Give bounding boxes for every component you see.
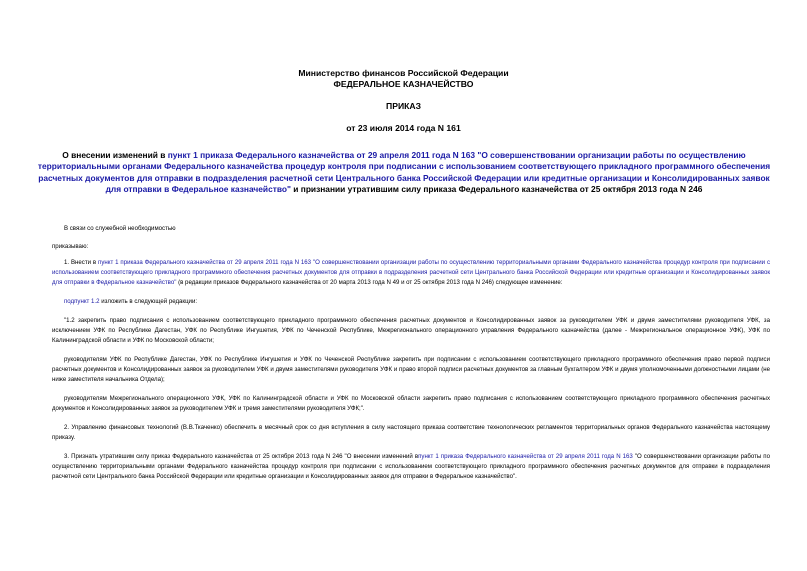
document-title <box>36 150 772 196</box>
paragraph-regions: руководителям УФК по Республике Дагестан, УФК по Республике Ингушетия и УФК по Чеченской Республике закрепить при подписании с использованием соответствующего прикладного программного обеспечения право первой подписи расчетных документов и Консолидированных заявок за руководителем УФК и двумя заместителями руководителя УФК и право второй подписи расчетных документов за главным бухгалтером УФК и двумя уполномоченными должностными лицами (не ниже заместителя начальника Отдела); <box>52 356 770 383</box>
item-1-link[interactable]: пункт 1 приказа Федерального казначейства от 29 апреля 2011 года N 163 "О совершенствовании организации работы по осуществлению территориальными органами Федерального казначейства процедур контроля при подписании с использованием соответствующего прикладного программного обеспечения расчетных документов для отправки в подразделения расчетной сети Центрального банка Российской Федерации или кредитные организации и Консолидированных заявок для отправки в Федеральное казначейство" <box>52 259 770 286</box>
paragraph-item-1 <box>52 258 770 288</box>
paragraph-quote-1-2: "1.2 закрепить право подписания с использованием соответствующего прикладного программного обеспечения расчетных документов и Консолидированных заявок за руководителем УФК и двумя заместителями руководителя УФК, за исключением УФК по Республике Дагестан, УФК по Республике Ингушетия, УФК по Чеченской Республике, Межрегионального операционного управления Федерального казначейства (далее - Межрегиональное операционное УФК), УФК по Калининградской области и УФК по Московской области; <box>52 317 770 344</box>
item-3-link[interactable]: пункт 1 приказа Федерального казначейства от 29 апреля 2011 года N 163 <box>418 453 633 460</box>
paragraph-subitem <box>52 297 770 307</box>
item-3-text-a: 3. Признать утратившим силу приказ Федерального казначейства от 25 октября 2013 года N 246 "О внесении изменений в <box>64 453 419 460</box>
paragraph-interregional: руководителям Межрегионального операционного УФК, УФК по Калининградской области и УФК по Московской области закрепить право подписания с использованием соответствующего прикладного программного обеспечения расчетных документов и Консолидированных заявок за руководителем УФК и тремя заместителями руководителя УФК;". <box>52 395 770 412</box>
item-1-text-a: 1. Внести в <box>64 259 99 266</box>
subitem-link[interactable]: подпункт 1.2 <box>64 298 100 305</box>
item-1-text-b: (в редакции приказов Федерального казначейства от 20 марта 2013 года N 49 и от 25 октября 2013 года N 246) следующее изменение: <box>176 279 563 286</box>
paragraph-order: приказываю: <box>52 243 89 250</box>
ministry-name: Министерство финансов Российской Федерации <box>298 68 509 78</box>
item-3-text-b: "О совершенствовании организации работы по осуществлению территориальными органами Федерального казначейства процедур контроля при подписании с использованием соответствующего прикладного программного обеспечения расчетных документов для отправки в подразделения расчетной сети Центрального банка Российской Федерации или кредитные организации и Консолидированных заявок для отправки в Федеральное казначейство". <box>52 453 770 480</box>
document-body <box>52 224 770 482</box>
subitem-text: изложить в следующей редакции: <box>99 298 198 305</box>
title-suffix: и признании утратившим силу приказа Федерального казначейства от 25 октября 2013 года N 246 <box>290 184 703 195</box>
title-link[interactable]: пункт 1 приказа Федерального казначейства от 29 апреля 2011 года N 163 "О совершенствовании организации работы по осуществлению территориальными органами Федерального казначейства процедур контроля при подписании с использованием соответствующего прикладного программного обеспечения расчетных документов для отправки в подразделения расчетной сети Центрального банка Российской Федерации или кредитные организации и Консолидированных заявок для отправки в Федеральное казначейство" <box>37 150 771 195</box>
paragraph-item-3 <box>52 452 770 482</box>
paragraph-item-2: 2. Управлению финансовых технологий (В.В.Ткаченко) обеспечить в месячный срок со дня вступления в силу настоящего приказа соответствие технологических регламентов территориальных органов Федерального казначейства настоящему приказу. <box>52 424 770 441</box>
paragraph-preamble: В связи со служебной необходимостью <box>64 225 176 232</box>
agency-name: ФЕДЕРАЛЬНОЕ КАЗНАЧЕЙСТВО <box>333 79 474 89</box>
title-prefix: О внесении изменений в <box>62 150 168 160</box>
document-date-number: от 23 июля 2014 года N 161 <box>346 123 461 133</box>
document-type: ПРИКАЗ <box>386 101 421 111</box>
